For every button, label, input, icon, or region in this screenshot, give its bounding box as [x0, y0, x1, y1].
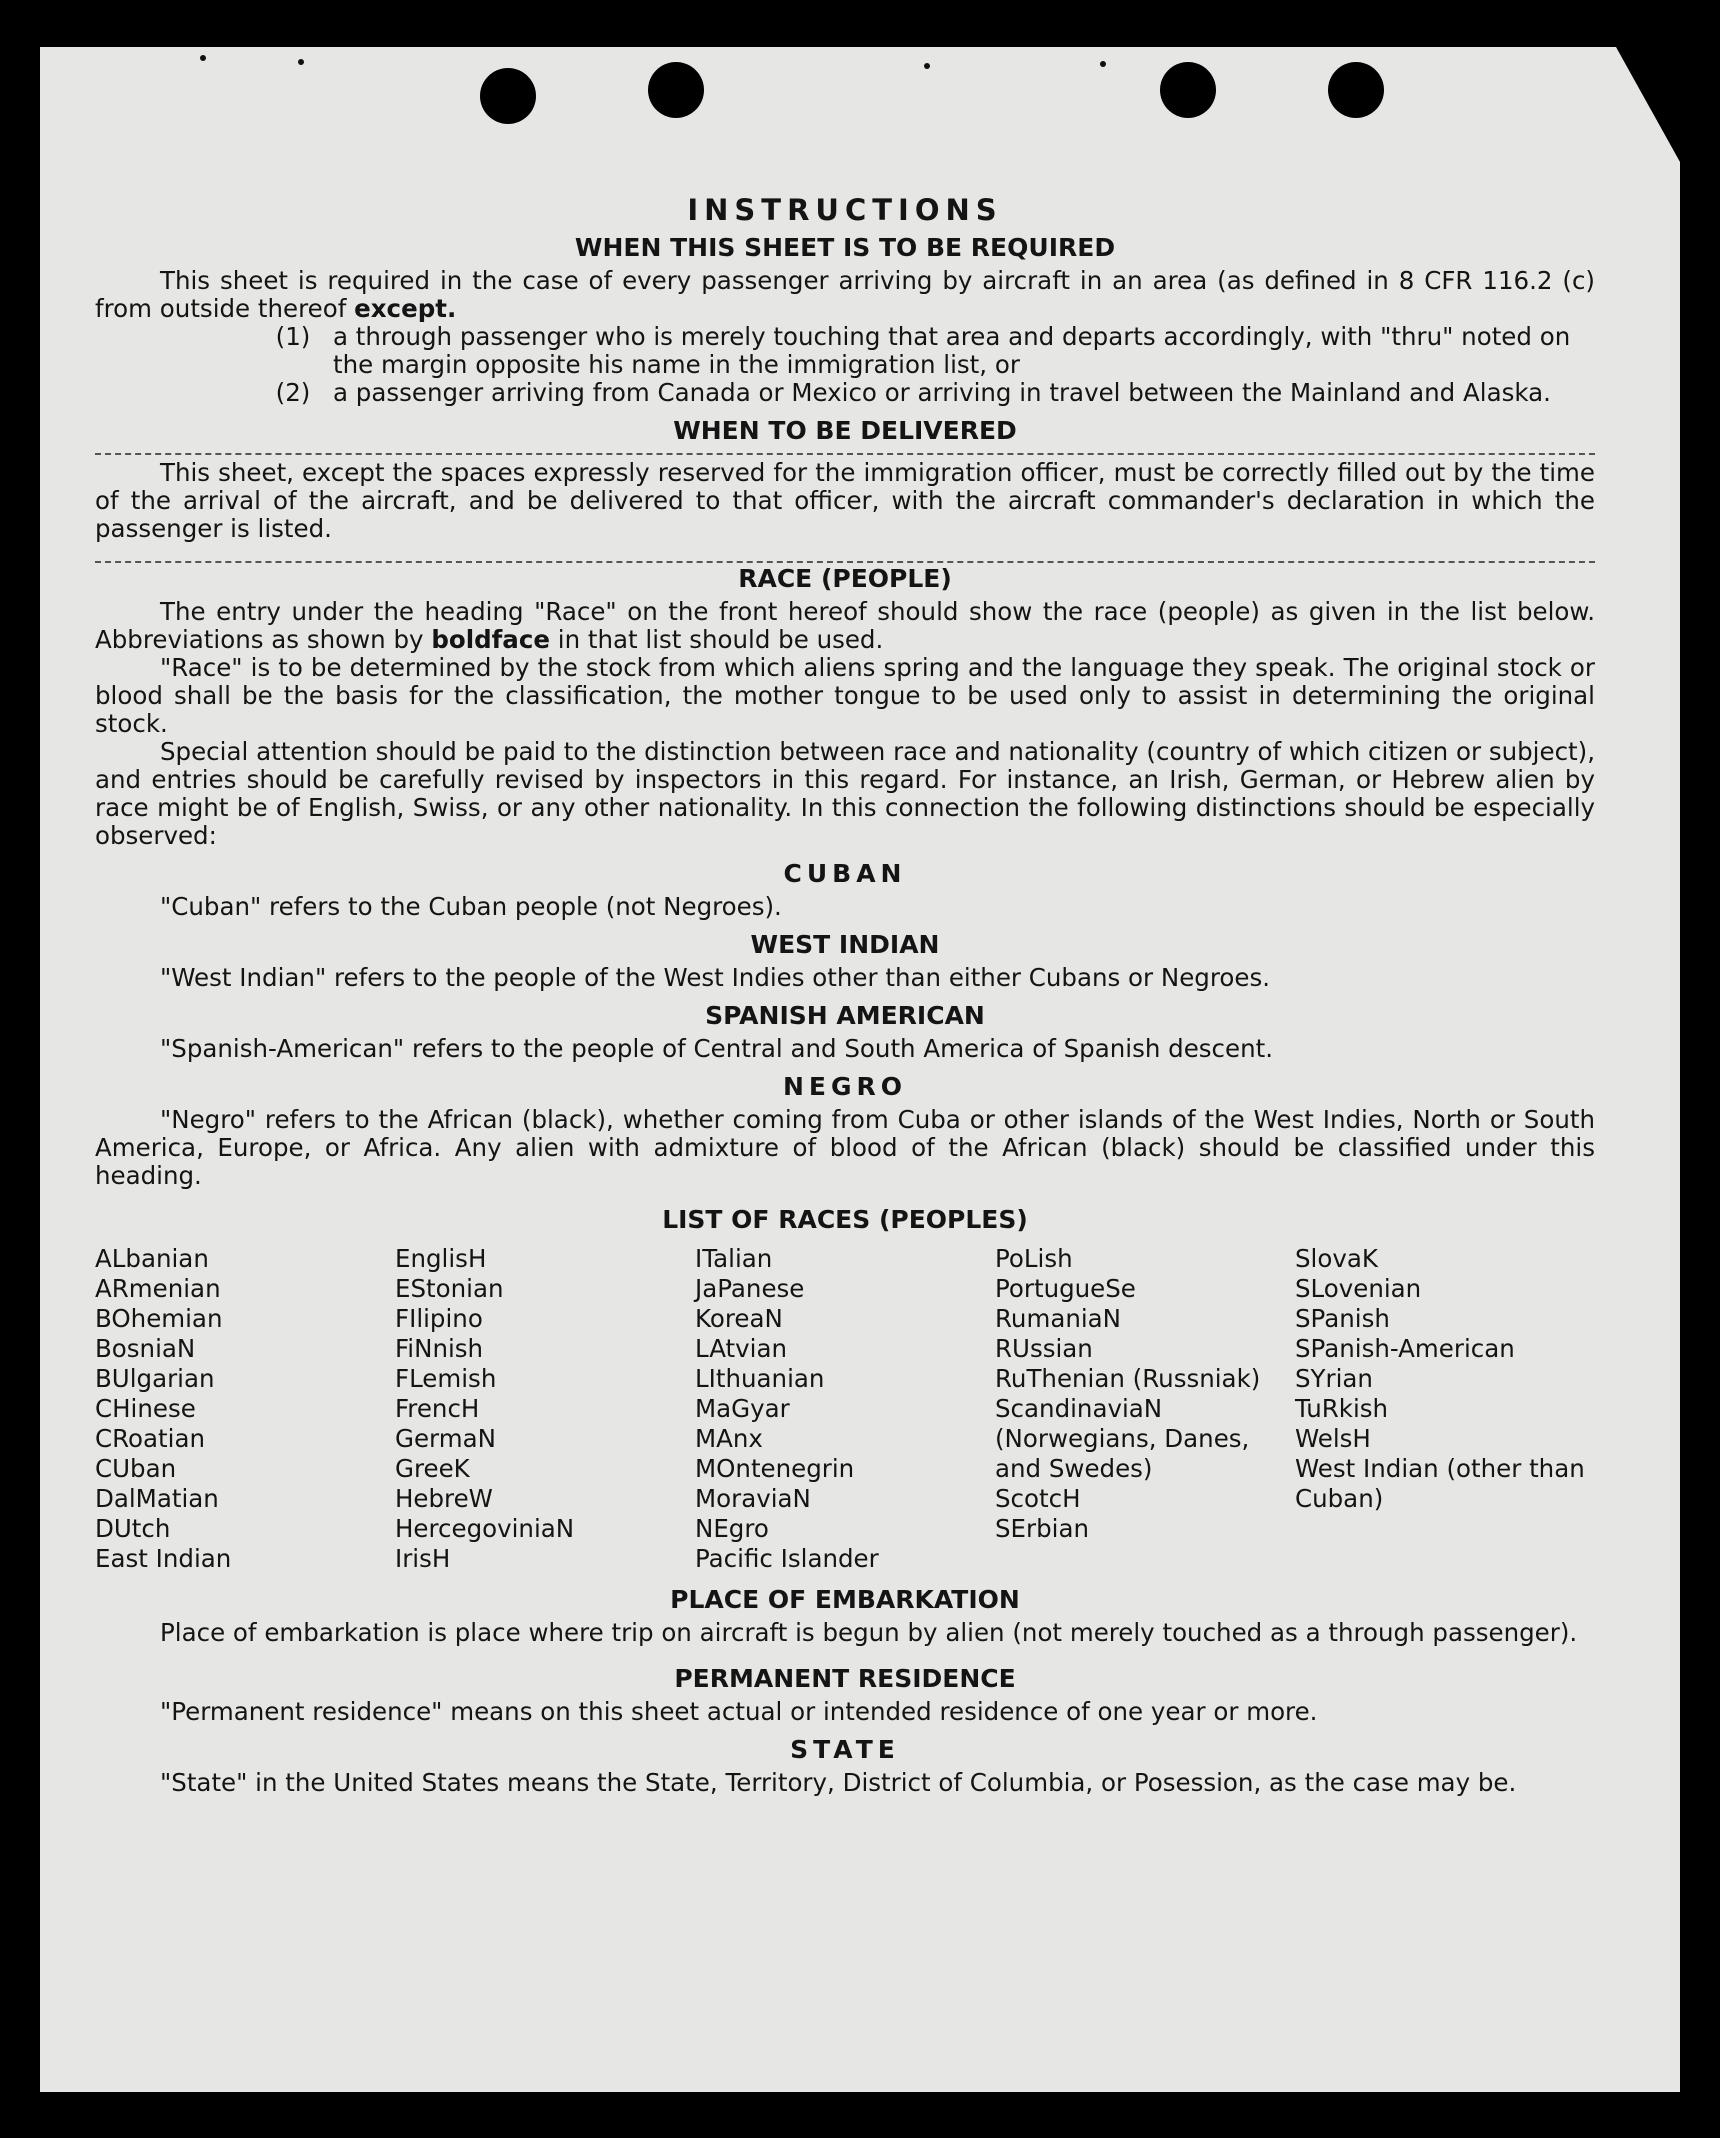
- punch-hole: [1160, 62, 1216, 118]
- section-heading-delivered: WHEN TO BE DELIVERED: [673, 416, 1017, 445]
- race-entry: DUtch: [95, 1514, 171, 1543]
- race-entry: HebreW: [395, 1484, 493, 1513]
- punch-hole: [480, 68, 536, 124]
- race-entry: RumaniaN: [995, 1304, 1122, 1333]
- race-entry: EStonian: [395, 1274, 504, 1303]
- race-entry: LIthuanian: [695, 1364, 825, 1393]
- embarkation-text: Place of embarkation is place where trip on aircraft is begun by alien (not merely touched as a through passenger).: [160, 1618, 1578, 1647]
- race-entry: BOhemian: [95, 1304, 223, 1333]
- page-title: INSTRUCTIONS: [687, 193, 1003, 227]
- required-intro: This sheet is required in the case of every passenger arriving by aircraft in an area (as defined in 8 CFR 116.2 (c) from outside thereof except.: [95, 266, 1595, 323]
- race-entry: FrencH: [395, 1394, 480, 1423]
- race-entry: ITalian: [695, 1244, 773, 1273]
- negro-text: "Negro" refers to the African (black), whether coming from Cuba or other islands of the West Indies, North or South America, Europe, or Africa. Any alien with admixture of blood of the African (black) should be classified under this heading.: [95, 1105, 1595, 1190]
- race-entry: SlovaK: [1295, 1244, 1378, 1273]
- instructions-content: [95, 150, 1595, 1797]
- race-entry: West Indian (other than Cuban): [1295, 1454, 1585, 1513]
- race-entry: NEgro: [695, 1514, 769, 1543]
- section-heading-list-of-races: LIST OF RACES (PEOPLES): [662, 1205, 1028, 1234]
- section-heading-cuban: CUBAN: [783, 859, 907, 888]
- race-entry: GreeK: [395, 1454, 470, 1483]
- race-entry: MAnx: [695, 1424, 763, 1453]
- race-entry: LAtvian: [695, 1334, 787, 1363]
- spanish-american-text: "Spanish-American" refers to the people of Central and South America of Spanish descent.: [160, 1034, 1274, 1063]
- section-heading-negro: NEGRO: [782, 1072, 908, 1101]
- race-entry: WelsH: [1295, 1424, 1371, 1453]
- race-entry: RUssian: [995, 1334, 1093, 1363]
- races-column: [995, 1244, 1295, 1574]
- race-entry: Pacific Islander: [695, 1544, 879, 1573]
- section-heading-embarkation: PLACE OF EMBARKATION: [670, 1585, 1020, 1614]
- race-entry: FiNnish: [395, 1334, 484, 1363]
- race-entry: DalMatian: [95, 1484, 219, 1513]
- race-entry: SPanish: [1295, 1304, 1390, 1333]
- speck: [200, 55, 206, 61]
- race-entry: BUlgarian: [95, 1364, 215, 1393]
- section-heading-residence: PERMANENT RESIDENCE: [674, 1664, 1016, 1693]
- races-column: [1295, 1244, 1595, 1574]
- speck: [1100, 61, 1106, 67]
- race-entry: FIlipino: [395, 1304, 483, 1333]
- race-entry: PortugueSe: [995, 1274, 1136, 1303]
- section-heading-required: WHEN THIS SHEET IS TO BE REQUIRED: [574, 233, 1116, 262]
- race-entry: MaGyar: [695, 1394, 790, 1423]
- punch-hole: [648, 62, 704, 118]
- race-entry: MoraviaN: [695, 1484, 811, 1513]
- race-entry: FLemish: [395, 1364, 497, 1393]
- race-paragraph-1: The entry under the heading "Race" on the front hereof should show the race (people) as given in the list below. Abbreviations as shown by boldface in that list should be used.: [95, 597, 1595, 654]
- race-entry: KoreaN: [695, 1304, 783, 1333]
- cuban-text: "Cuban" refers to the Cuban people (not Negroes).: [160, 892, 782, 921]
- race-entry: SLovenian: [1295, 1274, 1422, 1303]
- races-list: [95, 1244, 1595, 1574]
- race-entry: TuRkish: [1295, 1394, 1389, 1423]
- race-paragraph-3: Special attention should be paid to the distinction between race and nationality (country of which citizen or subject), and entries should be carefully revised by inspectors in this regard. For instance, an Irish, German, or Hebrew alien by race might be of English, Swiss, or any other nationality. In this connection the following distinctions should be especially observed:: [95, 737, 1595, 850]
- state-text: "State" in the United States means the State, Territory, District of Columbia, or Posession, as the case may be.: [160, 1768, 1517, 1797]
- delivered-text: This sheet, except the spaces expressly reserved for the immigration officer, must be correctly filled out by the time of the arrival of the aircraft, and be delivered to that officer, with the aircraft commander's declaration in which the passenger is listed.: [95, 458, 1595, 543]
- race-entry: CHinese: [95, 1394, 196, 1423]
- race-entry: CRoatian: [95, 1424, 205, 1453]
- race-entry: SPanish-American: [1295, 1334, 1515, 1363]
- races-column: [95, 1244, 395, 1574]
- race-entry: BosniaN: [95, 1334, 196, 1363]
- race-entry: SErbian: [995, 1514, 1090, 1543]
- speck: [924, 63, 930, 69]
- race-entry: ARmenian: [95, 1274, 221, 1303]
- race-entry: IrisH: [395, 1544, 451, 1573]
- required-item: (2) a passenger arriving from Canada or Mexico or arriving in travel between the Mainland and Alaska.: [275, 378, 1551, 407]
- race-entry: SYrian: [1295, 1364, 1373, 1393]
- speck: [298, 59, 304, 65]
- residence-text: "Permanent residence" means on this sheet actual or intended residence of one year or more.: [160, 1697, 1318, 1726]
- dashed-rule: [95, 453, 1595, 455]
- race-entry: MOntenegrin: [695, 1454, 855, 1483]
- race-entry: ALbanian: [95, 1244, 209, 1273]
- race-entry: East Indian: [95, 1544, 232, 1573]
- section-heading-spanish-american: SPANISH AMERICAN: [705, 1001, 985, 1030]
- race-entry: ScotcH: [995, 1484, 1081, 1513]
- race-entry: HercegoviniaN: [395, 1514, 575, 1543]
- west-indian-text: "West Indian" refers to the people of the West Indies other than either Cubans or Negroes.: [160, 963, 1271, 992]
- race-entry: RuThenian (Russniak): [995, 1364, 1261, 1393]
- race-entry: EnglisH: [395, 1244, 487, 1273]
- section-heading-state: STATE: [790, 1735, 900, 1764]
- race-entry: ScandinaviaN (Norwegians, Danes, and Swedes): [995, 1394, 1250, 1483]
- section-heading-west-indian: WEST INDIAN: [750, 930, 940, 959]
- race-paragraph-2: "Race" is to be determined by the stock from which aliens spring and the language they speak. The original stock or blood shall be the basis for the classification, the mother tongue to be used only to assist in determining the original stock.: [95, 653, 1595, 738]
- required-item: (1) a through passenger who is merely touching that area and departs accordingly, with "thru" noted on the margin opposite his name in the immigration list, or: [275, 322, 1571, 379]
- race-entry: PoLish: [995, 1244, 1073, 1273]
- races-column: [395, 1244, 695, 1574]
- race-entry: GermaN: [395, 1424, 496, 1453]
- section-heading-race: RACE (PEOPLE): [738, 564, 952, 593]
- race-entry: CUban: [95, 1454, 177, 1483]
- dashed-rule: [95, 561, 1595, 563]
- race-entry: JaPanese: [695, 1274, 805, 1303]
- races-column: [695, 1244, 995, 1574]
- punch-hole: [1328, 62, 1384, 118]
